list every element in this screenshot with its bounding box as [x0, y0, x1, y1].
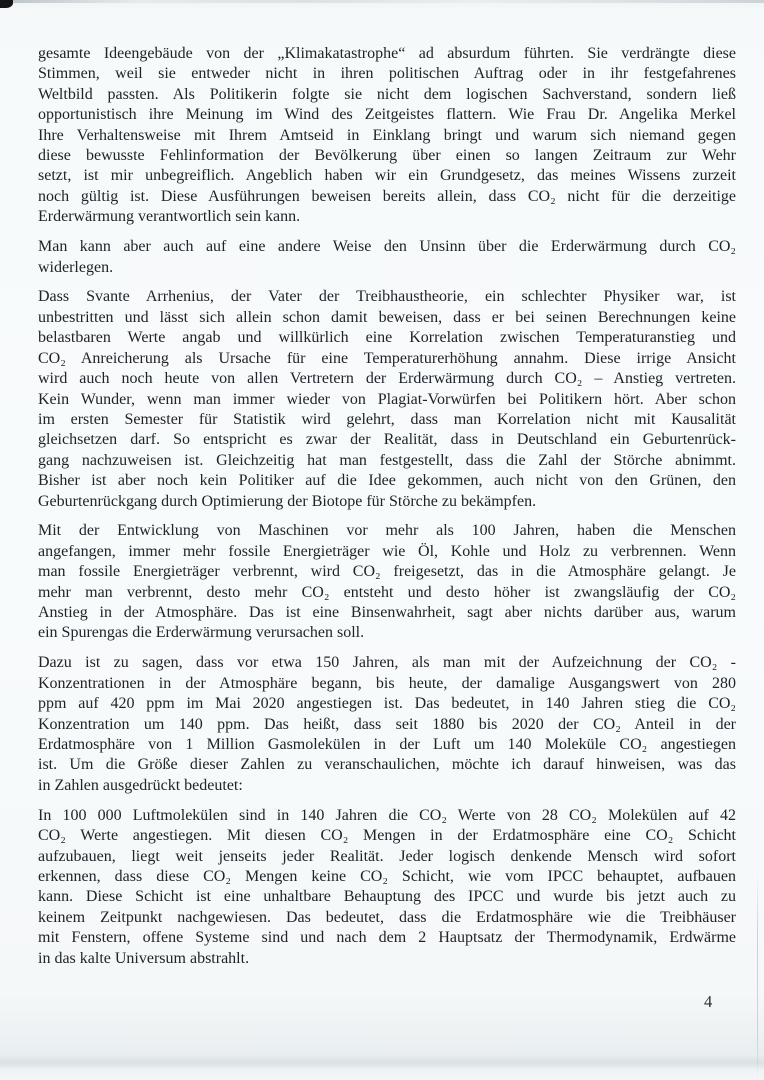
page-number: 4 — [704, 992, 713, 1011]
text-line: Kein Wunder, wenn man immer wieder von Plagiat-Vorwürfen bei Politikern hört. Aber schon — [38, 390, 736, 408]
text-line: kann. Diese Schicht ist eine unhaltbare Behauptung des IPCC und wurde bis jetzt auch zu — [38, 888, 736, 906]
text-line: gleichsetzen darf. So entspricht es zwar der Realität, dass in Deutschland ein Geburtenrück- — [38, 431, 736, 449]
text-line: in Zahlen ausgedrückt bedeutet: — [38, 776, 243, 794]
text-line: Weltbild passten. Als Politikerin folgte sie nicht dem logischen Sachverstand, sondern ließ — [38, 85, 736, 103]
text-line: Bisher ist aber noch kein Politiker auf die Idee gekommen, auch nicht von den Grünen, den — [38, 472, 736, 490]
text-line: Ihre Verhaltensweise mit Ihrem Amtseid in Einklang bringt und warum sich niemand gegen — [38, 126, 736, 144]
text-line: mehr man verbrennt, desto mehr CO₂ entsteht und desto höher ist zwangsläufig der CO₂ — [38, 583, 736, 601]
text-line: Mit der Entwicklung von Maschinen vor mehr als 100 Jahren, haben die Menschen — [38, 522, 736, 540]
text-line: erkennen, dass diese CO₂ Mengen keine CO₂ Schicht, wie vom IPCC behauptet, aufbauen — [38, 867, 736, 885]
text-line: man fossile Energieträger verbrennt, wird CO₂ freigesetzt, das in die Atmosphäre gelangt. Je — [38, 563, 736, 581]
scan-right-page-edge — [757, 872, 758, 1080]
text-line: opportunistisch ihre Meinung im Wind des Zeitgeistes flattern. Wie Frau Dr. Angelika Merkel — [38, 106, 736, 124]
text-line: ppm auf 420 ppm im Mai 2020 angestiegen ist. Das bedeutet, in 140 Jahren stieg die CO₂ — [38, 695, 736, 713]
text-line: Konzentration um 140 ppm. Das heißt, dass seit 1880 bis 2020 der CO₂ Anteil in der — [38, 715, 736, 733]
paragraph-3 — [38, 287, 736, 511]
paragraph-1 — [38, 44, 736, 228]
text-line: noch gültig ist. Diese Ausführungen beweisen bereits allein, dass CO₂ nicht für die derzeitige — [38, 187, 736, 205]
text-line: Stimmen, weil sie entweder nicht in ihren politischen Auftrag oder in ihr festgefahrenes — [38, 65, 736, 83]
text-line: CO₂ Werte angestiegen. Mit diesen CO₂ Mengen in der Erdatmosphäre eine CO₂ Schicht — [38, 827, 736, 845]
text-line: im ersten Semester für Statistik wird gelehrt, dass man Korrelation nicht mit Kausalität — [38, 410, 736, 428]
text-line: keinem Zeitpunkt nachgewiesen. Das bedeutet, dass die Erdatmosphäre wie die Treibhäuser — [38, 908, 736, 926]
text-line: In 100 000 Luftmolekülen sind in 140 Jahren die CO₂ Werte von 28 CO₂ Molekülen auf 42 — [38, 806, 736, 824]
paragraph-6 — [38, 806, 736, 969]
text-line: ist. Um die Größe dieser Zahlen zu veranschaulichen, möchte ich darauf hinweisen, was das — [38, 756, 736, 774]
paragraph-4 — [38, 521, 736, 643]
text-line: Dazu ist zu sagen, dass vor etwa 150 Jahren, als man mit der Aufzeichnung der CO₂ - — [38, 654, 736, 672]
scan-bottom-edge-shadow — [0, 1054, 764, 1070]
text-line: setzt, ist mir unbegreiflich. Angeblich haben wir ein Grundgesetz, das meines Wissens zurzeit — [38, 167, 736, 185]
text-line: unbestritten und lässt sich allein schon damit beweisen, dass er bei seinen Berechnungen keine — [38, 308, 736, 326]
text-line: Dass Svante Arrhenius, der Vater der Treibhaustheorie, ein schlechter Physiker war, ist — [38, 288, 736, 306]
text-line: diese bewusste Fehlinformation der Bevölkerung über einen so langen Zeitraum zur Wehr — [38, 147, 736, 165]
text-line: aufzubauen, liegt weit jenseits jeder Realität. Jeder logisch denkende Mensch wird sofort — [38, 847, 736, 865]
text-line: Erderwärmung verantwortlich sein kann. — [38, 208, 301, 226]
text-line: Erdatmosphäre von 1 Million Gasmolekülen in der Luft um 140 Moleküle CO₂ angestiegen — [38, 736, 736, 753]
text-line: Geburtenrückgang durch Optimierung der Biotope für Störche zu bekämpfen. — [38, 492, 537, 510]
text-line: ein Spurengas die Erderwärmung verursachen soll. — [38, 624, 365, 642]
text-line: wird auch noch heute von allen Vertretern der Erderwärmung durch CO₂ – Anstieg vertreten. — [38, 370, 736, 388]
text-line: Man kann aber auch auf eine andere Weise den Unsinn über die Erderwärmung durch CO₂ — [38, 238, 736, 256]
text-line: Konzentrationen in der Atmosphäre begann, bis heute, der damalige Ausgangswert von 280 — [38, 674, 736, 692]
scan-corner-artifact — [0, 0, 13, 8]
text-line: widerlegen. — [38, 258, 114, 276]
text-line: CO₂ Anreicherung als Ursache für eine Temperaturerhöhung annahm. Diese irrige Ansicht — [38, 349, 736, 367]
text-line: Anstieg in der Atmosphäre. Das ist eine Binsenwahrheit, sagt aber nichts darüber aus, warum — [38, 604, 736, 622]
scan-top-edge-noise — [0, 0, 764, 3]
document-text-block — [38, 44, 736, 978]
text-line: in das kalte Universum abstrahlt. — [38, 949, 250, 967]
paragraph-2 — [38, 237, 736, 278]
text-line: mit Fenstern, offene Systeme sind und nach dem 2 Hauptsatz der Thermodynamik, Erdwärme — [38, 929, 736, 947]
text-line: angefangen, immer mehr fossile Energieträger wie Öl, Kohle und Holz zu verbrennen. Wenn — [38, 542, 736, 560]
text-line: gesamte Ideengebäude von der „Klimakatastrophe“ ad absurdum führten. Sie verdrängte diese — [38, 45, 736, 62]
text-line: gang nachzuweisen ist. Gleichzeitig hat man festgestellt, dass die Zahl der Störche abnimmt. — [38, 451, 736, 469]
text-line: belastbaren Werte angab und willkürlich eine Korrelation zwischen Temperaturanstieg und — [38, 329, 736, 347]
paragraph-5 — [38, 653, 736, 796]
